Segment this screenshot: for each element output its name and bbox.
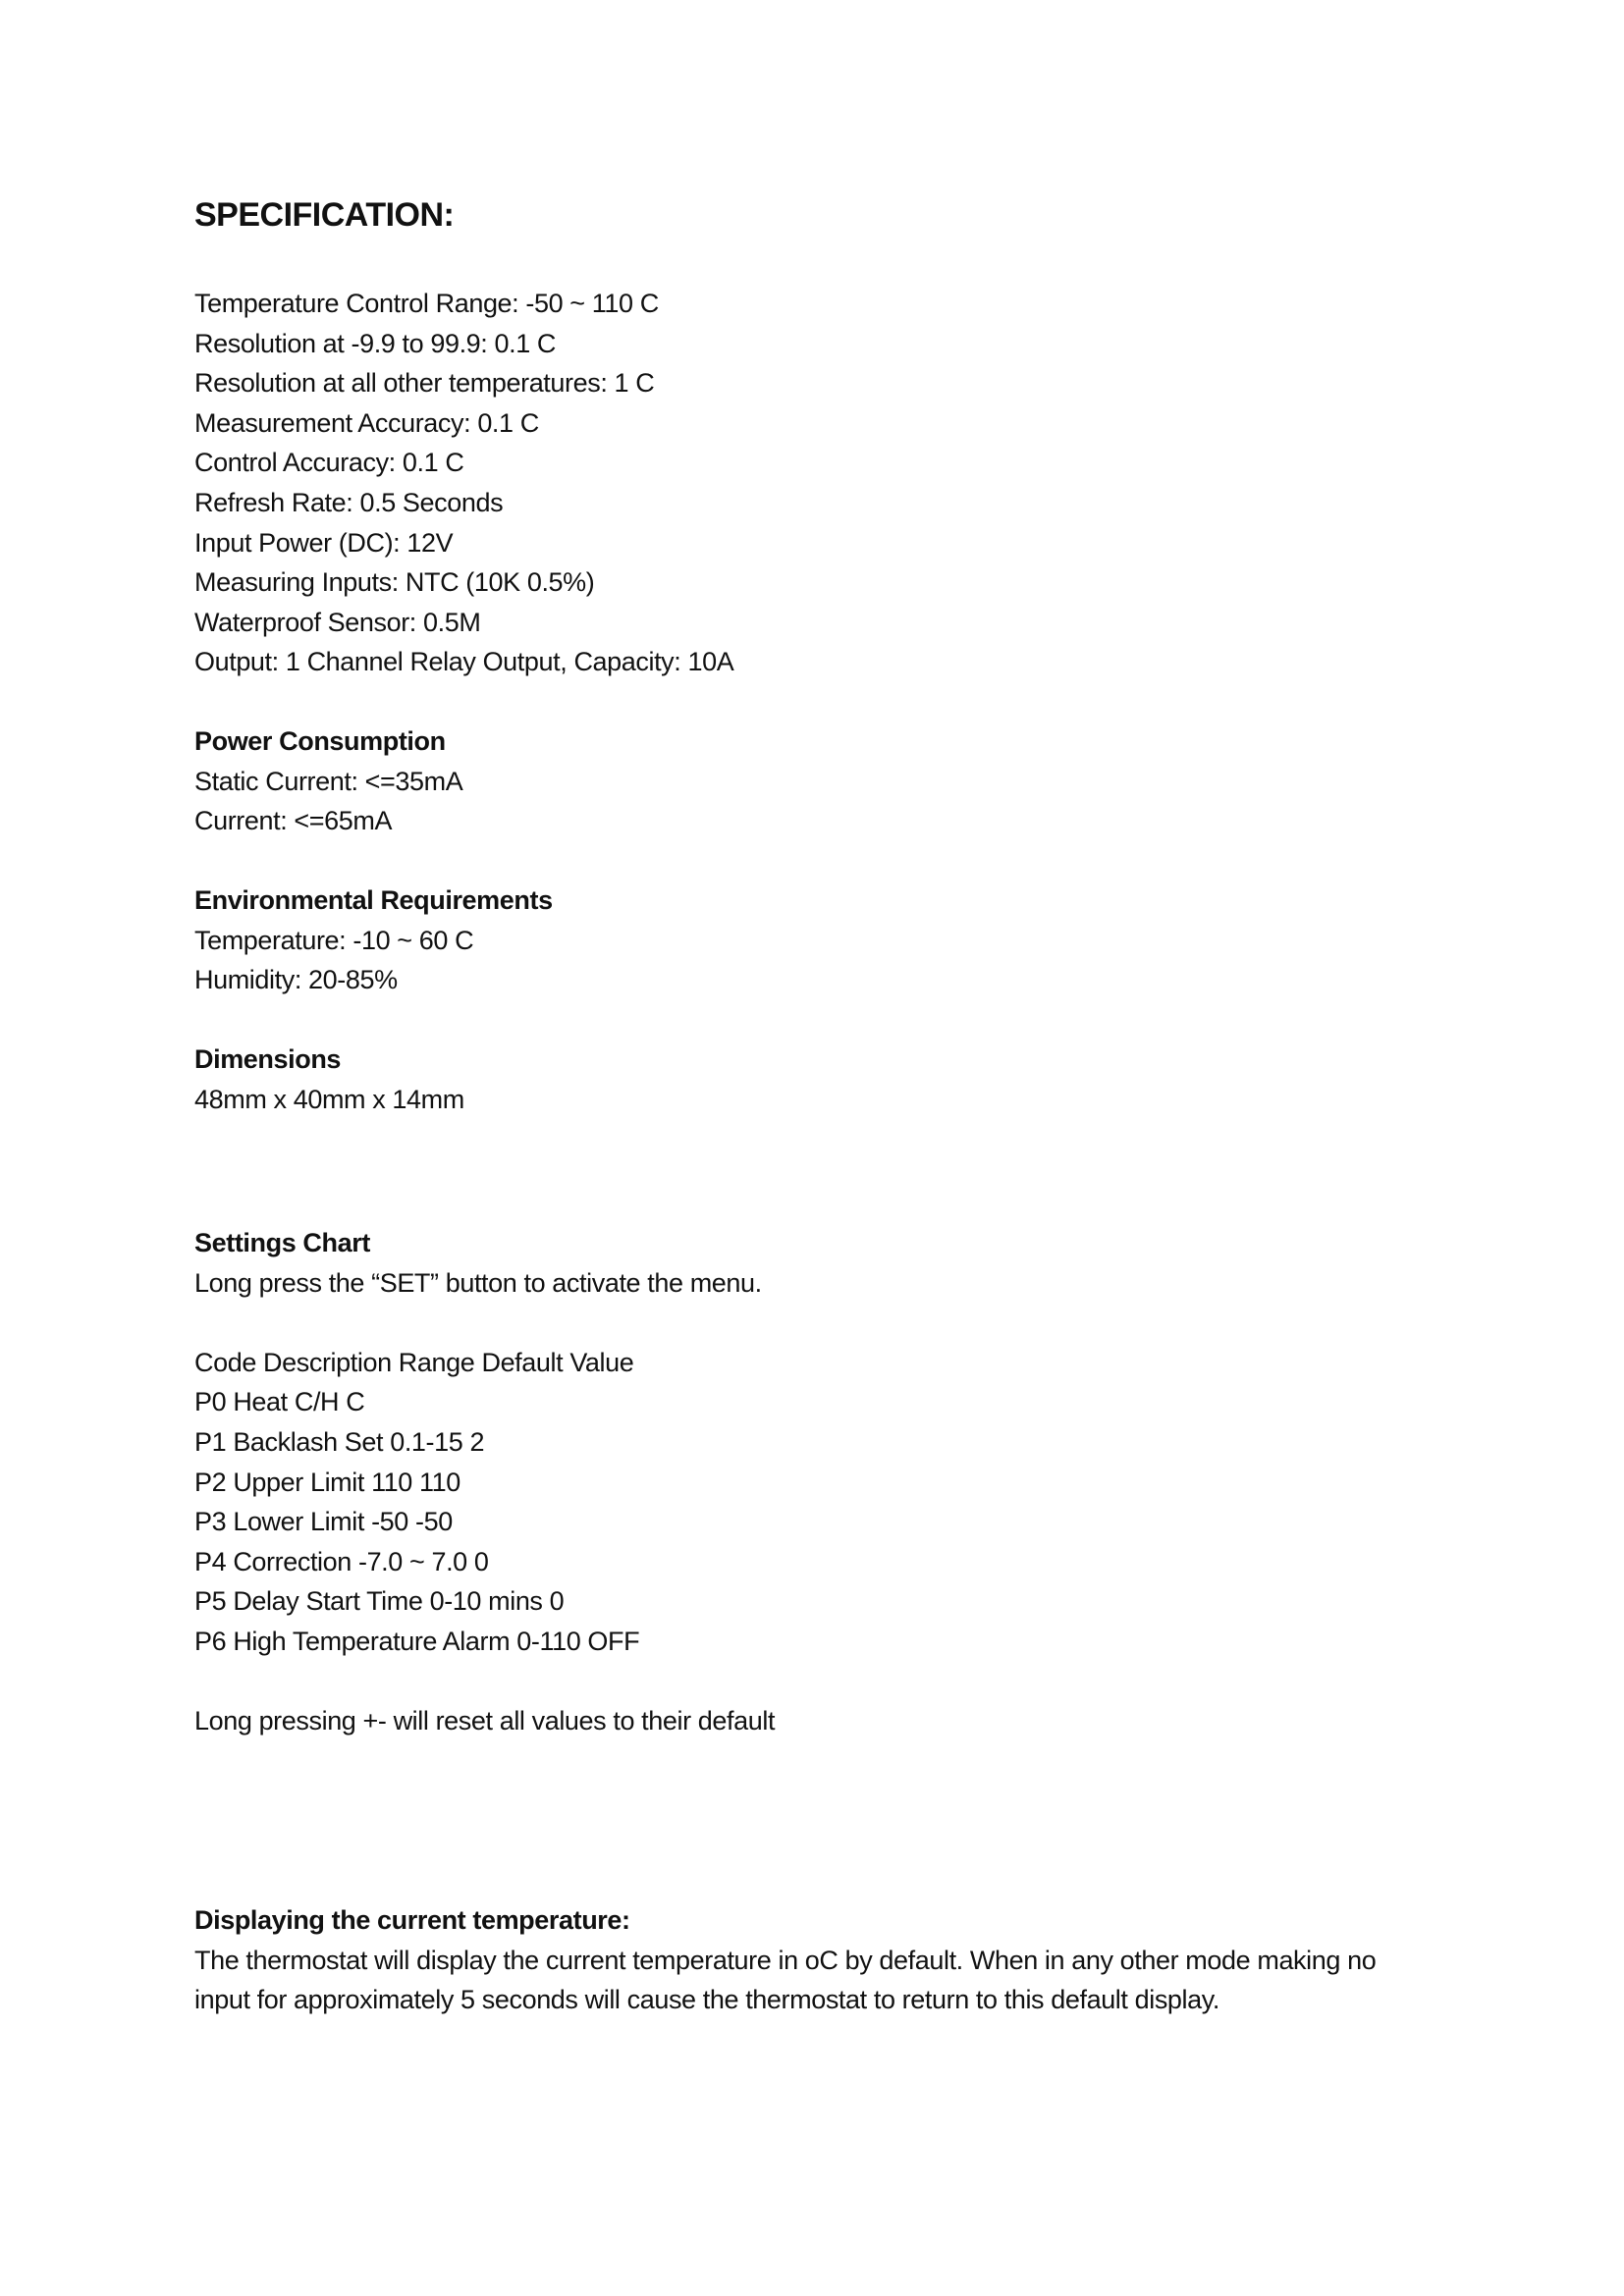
settings-chart-section — [194, 1223, 1432, 1741]
spec-item: Control Accuracy: 0.1 C — [194, 448, 464, 478]
section-heading: Dimensions — [194, 1044, 342, 1074]
spec-list — [194, 284, 1432, 682]
spec-item: Current: <=65mA — [194, 806, 393, 836]
spec-item: Resolution at -9.9 to 99.9: 0.1 C — [194, 328, 557, 358]
power-consumption-section — [194, 721, 1432, 841]
settings-row: P4 Correction -7.0 ~ 7.0 0 — [194, 1546, 489, 1576]
spec-item: Temperature Control Range: -50 ~ 110 C — [194, 289, 659, 318]
section-heading: Settings Chart — [194, 1228, 370, 1257]
spec-item: Measuring Inputs: NTC (10K 0.5%) — [194, 567, 595, 598]
spec-item: Output: 1 Channel Relay Output, Capacity: 10A — [194, 647, 734, 677]
spec-item: Resolution at all other temperatures: 1 C — [194, 368, 655, 399]
display-description: The thermostat will display the current temperature in oC by default. When in any other mode making no input for approximately 5 seconds will cause the thermostat to return to this default display. — [194, 1945, 1377, 2015]
blank-line — [194, 1303, 1432, 1343]
settings-row: P0 Heat C/H C — [194, 1387, 365, 1417]
spec-item: Refresh Rate: 0.5 Seconds — [194, 487, 504, 517]
section-heading: Power Consumption — [194, 726, 446, 756]
page-title: SPECIFICATION: — [194, 196, 455, 234]
display-temperature-section — [194, 1900, 1432, 2020]
dimensions-section — [194, 1040, 1432, 1119]
reset-note: Long pressing +- will reset all values to their default — [194, 1706, 776, 1736]
spec-item: Input Power (DC): 12V — [194, 527, 454, 558]
settings-row: P1 Backlash Set 0.1-15 2 — [194, 1426, 485, 1457]
section-heading: Environmental Requirements — [194, 885, 553, 915]
section-heading: Displaying the current temperature: — [194, 1905, 630, 1935]
spec-item: Static Current: <=35mA — [194, 766, 463, 796]
settings-intro: Long press the “SET” button to activate the menu. — [194, 1267, 762, 1298]
settings-row: P3 Lower Limit -50 -50 — [194, 1507, 453, 1537]
settings-row: P5 Delay Start Time 0-10 mins 0 — [194, 1586, 565, 1617]
spec-item: Measurement Accuracy: 0.1 C — [194, 407, 539, 438]
settings-table-header: Code Description Range Default Value — [194, 1347, 634, 1377]
spec-item: Waterproof Sensor: 0.5M — [194, 607, 481, 637]
environmental-section — [194, 881, 1432, 1000]
blank-line — [194, 1662, 1432, 1702]
settings-row: P6 High Temperature Alarm 0-110 OFF — [194, 1626, 640, 1656]
settings-row: P2 Upper Limit 110 110 — [194, 1467, 460, 1497]
spec-item: 48mm x 40mm x 14mm — [194, 1084, 464, 1114]
spec-item: Humidity: 20-85% — [194, 965, 398, 995]
spec-item: Temperature: -10 ~ 60 C — [194, 925, 474, 955]
